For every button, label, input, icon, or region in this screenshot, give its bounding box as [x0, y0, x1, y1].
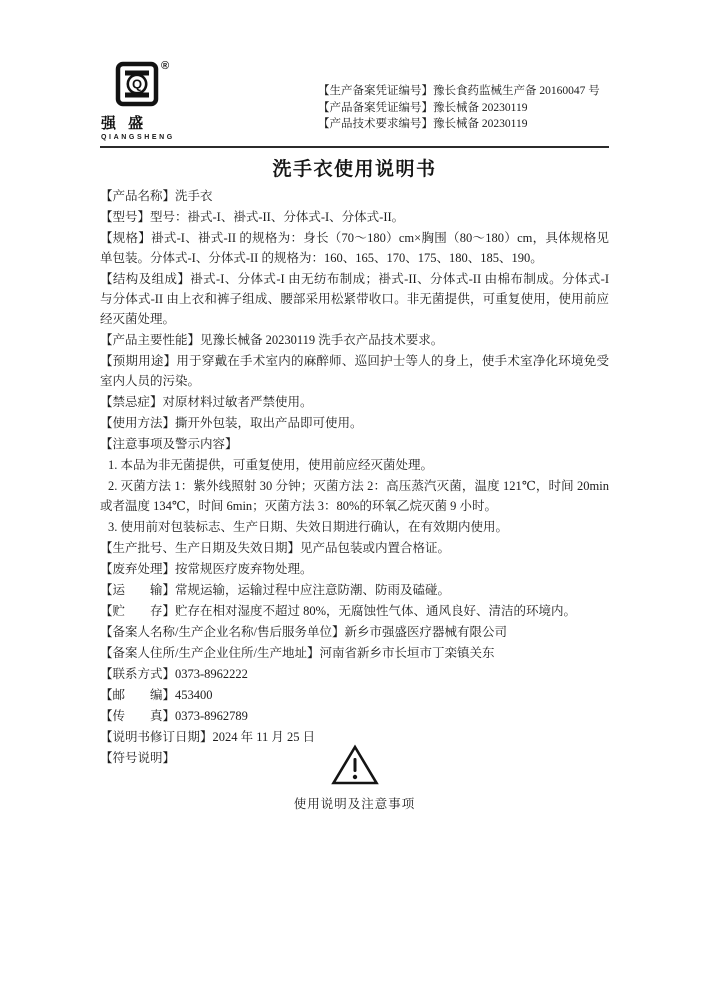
- entry-label: 【符号说明】: [100, 751, 176, 765]
- entry-label: 【生产批号、生产日期及失效日期】: [100, 541, 301, 555]
- entry-label: 【说明书修订日期】: [100, 730, 213, 744]
- logo-monogram-letter: Q: [131, 76, 143, 92]
- notice-list-item: 3. 使用前对包装标志、生产日期、失效日期进行确认，在有效期内使用。: [108, 520, 509, 534]
- document-entry: 【型号】型号：褂式-I、褂式-II、分体式-I、分体式-II。: [100, 210, 405, 224]
- document-entry: 【预期用途】用于穿戴在手术室内的麻醉师、巡回护士等人的身上，使手术室净化环境免受室内人员的污染。: [100, 354, 609, 388]
- document-entry: 【使用方法】撕开外包装，取出产品即可使用。: [100, 416, 363, 430]
- logo-mark: [101, 61, 173, 109]
- entry-label: 【备案人住所/生产企业住所/生产地址】: [100, 646, 320, 660]
- document-entry: 【备案人名称/生产企业名称/售后服务单位】新乡市强盛医疗器械有限公司: [100, 625, 507, 639]
- entry-label: 【型号】: [100, 210, 151, 224]
- document-entry: 【结构及组成】褂式-I、分体式-I 由无纺布制成；褂式-II、分体式-II 由棉布制成。分体式-I 与分体式-II 由上衣和裤子组成、腰部采用松紧带收口。非无菌提供，可重复使用，使用前应经灭菌处理。: [100, 272, 609, 326]
- company-logo: [101, 61, 173, 141]
- entry-label: 【废弃处理】: [100, 562, 176, 576]
- entry-label: 【使用方法】: [100, 416, 176, 430]
- entry-label: 【预期用途】: [100, 354, 177, 368]
- entry-label: 【产品主要性能】: [100, 333, 201, 347]
- entry-label: 【禁忌症】: [100, 395, 163, 409]
- brand-name-chinese: 强 盛: [101, 115, 148, 132]
- document-entry: 【运 输】常规运输，运输过程中应注意防潮、防雨及磕碰。: [100, 583, 451, 597]
- logo-monogram-icon: [115, 61, 159, 107]
- document-entry: 【产品主要性能】见豫长械备 20230119 洗手衣产品技术要求。: [100, 333, 444, 347]
- registration-line: 【产品技术要求编号】豫长械备 20230119: [318, 118, 528, 130]
- entry-label: 【传 真】: [100, 709, 176, 723]
- document-entry: 【说明书修订日期】2024 年 11 月 25 日: [100, 730, 316, 744]
- entry-label: 【运 输】: [100, 583, 176, 597]
- entry-label: 【联系方式】: [100, 667, 176, 681]
- symbol-caption: 使用说明及注意事项: [293, 797, 416, 811]
- document-entry: 【规格】褂式-I、褂式-II 的规格为：身长（70～180）cm×胸围（80～180）cm，具体规格见单包装。分体式-I、分体式-II 的规格为：160、165、170、175、180、185、190。: [100, 231, 609, 265]
- caution-triangle-icon: [331, 744, 379, 786]
- registration-line: 【产品备案凭证编号】豫长械备 20230119: [318, 101, 528, 114]
- registration-numbers: [318, 83, 600, 133]
- document-entry: 【备案人住所/生产企业住所/生产地址】河南省新乡市长垣市丁栾镇关东: [100, 646, 495, 660]
- document-title: 洗手衣使用说明书: [272, 159, 437, 180]
- document-entry: 【禁忌症】对原材料过敏者严禁使用。: [100, 395, 313, 409]
- notice-list-item: 1. 本品为非无菌提供，可重复使用，使用前应经灭菌处理。: [108, 458, 434, 472]
- document-entry: 【联系方式】0373-8962222: [100, 667, 248, 681]
- document-entry: 【邮 编】453400: [100, 688, 213, 702]
- document-body: [100, 186, 609, 769]
- registered-trademark-symbol: ®: [161, 60, 170, 72]
- entry-label: 【备案人名称/生产企业名称/售后服务单位】: [100, 625, 345, 639]
- document-entry: 【贮 存】贮存在相对湿度不超过 80%，无腐蚀性气体、通风良好、清洁的环境内。: [100, 604, 577, 618]
- document-entry: 【生产批号、生产日期及失效日期】见产品包装或内置合格证。: [100, 541, 451, 555]
- entry-label: 【结构及组成】: [100, 272, 191, 286]
- brand-name-english: QIANGSHENG: [101, 134, 175, 141]
- symbol-legend: [100, 744, 609, 812]
- document-entry: [100, 434, 609, 454]
- header-divider: [100, 146, 609, 148]
- registration-line: 【生产备案凭证编号】豫长食药监械生产备 20160047 号: [318, 85, 600, 97]
- document-entry: 【产品名称】洗手衣: [100, 189, 213, 203]
- entry-label: 【产品名称】: [100, 189, 176, 203]
- entry-label: 【注意事项及警示内容】: [100, 437, 238, 451]
- notice-list-item: 2. 灭菌方法 1：紫外线照射 30 分钟；灭菌方法 2：高压蒸汽灭菌，温度 121℃，时间 20min 或者温度 134℃，时间 6min；灭菌方法 3：80%的环氧乙烷灭菌 9 小时。: [100, 479, 609, 513]
- entry-label: 【规格】: [100, 231, 152, 245]
- document-entry: 【废弃处理】按常规医疗废弃物处理。: [100, 562, 313, 576]
- document-entry: 【传 真】0373-8962789: [100, 709, 248, 723]
- entry-label: 【邮 编】: [100, 688, 176, 702]
- entry-label: 【贮 存】: [100, 604, 176, 618]
